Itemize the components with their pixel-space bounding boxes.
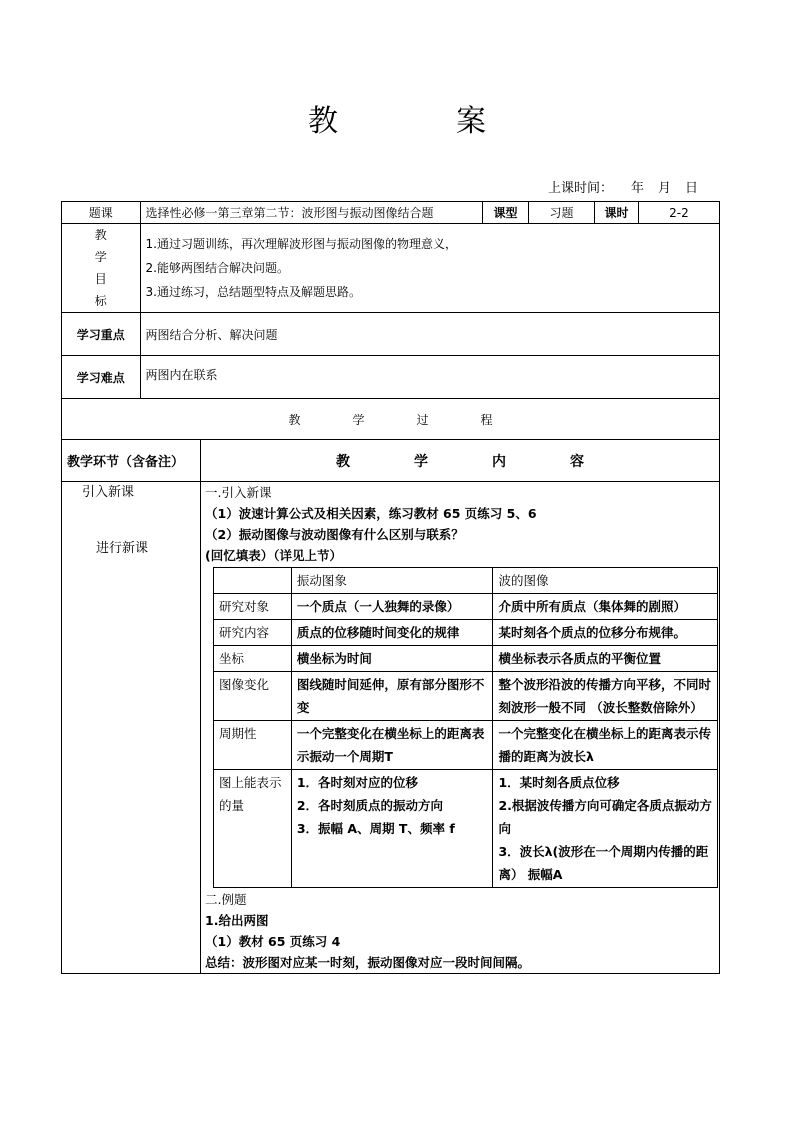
content-heading-2: 二.例题 [205, 892, 247, 907]
compare-header-row [214, 568, 718, 594]
goals-content [140, 224, 720, 313]
compare-row-label: 图像变化 [214, 672, 292, 721]
sections-cell [62, 482, 201, 974]
compare-cell-vibration: 1．各时刻对应的位移 2．各时刻质点的振动方向 3．振幅 A、周期 T、频率 f [291, 770, 493, 888]
compare-row [214, 594, 718, 620]
compare-row-label: 坐标 [214, 646, 292, 672]
topic-label: 题课 [62, 202, 141, 224]
date-day: 日 [685, 181, 699, 196]
compare-row-label: 周期性 [214, 721, 292, 770]
compare-header-vibration: 振动图象 [291, 568, 493, 594]
difficulty-label: 学习难点 [62, 356, 141, 399]
key-point-row [62, 313, 720, 356]
column-head-right: 教 学 内 容 [201, 440, 720, 482]
goal-item: 1.通过习题训练，再次理解波形图与振动图像的物理意义， [145, 237, 457, 251]
compare-table [213, 567, 718, 888]
lesson-plan-table [61, 201, 720, 974]
difficulty-row [62, 356, 720, 399]
compare-row [214, 672, 718, 721]
key-point-value: 两图结合分析、解决问题 [140, 313, 720, 356]
section-intro: 引入新课 [82, 485, 135, 500]
content-summary: 总结：波形图对应某一时刻，振动图像对应一段时间间隔。 [205, 955, 531, 970]
compare-cell-vibration: 横坐标为时间 [291, 646, 493, 672]
process-title: 教 学 过 程 [62, 399, 720, 440]
compare-cell-vibration: 质点的位移随时间变化的规律 [291, 620, 493, 646]
compare-row-label: 研究对象 [214, 594, 292, 620]
compare-cell-vibration: 一个质点（一人独舞的录像） [291, 594, 493, 620]
topic-value: 选择性必修一第三章第二节：波形图与振动图像结合题 [140, 202, 482, 224]
compare-row [214, 620, 718, 646]
difficulty-value: 两图内在联系 [140, 356, 720, 399]
compare-cell-wave: 1．某时刻各质点位移 2.根据波传播方向可确定各质点振动方向 3．波长λ(波形在一个周期内传播的距离） 振幅A [493, 770, 718, 888]
compare-header-empty [214, 568, 292, 594]
goal-item: 2.能够两图结合解决问题。 [145, 261, 289, 275]
compare-row-label: 图上能表示的量 [214, 770, 292, 888]
date-year: 年 [631, 181, 645, 196]
content-line: （2）振动图像与波动图像有什么区别与联系？ [205, 527, 464, 542]
content-cell [201, 482, 720, 974]
goals-row [62, 224, 720, 313]
process-title-row [62, 399, 720, 440]
hours-value: 2-2 [638, 202, 719, 224]
key-point-label: 学习重点 [62, 313, 141, 356]
goal-item: 3.通过练习，总结题型特点及解题思路。 [145, 285, 361, 299]
content-line: （1）波速计算公式及相关因素，练习教材 65 页练习 5、6 [205, 506, 537, 521]
compare-cell-wave: 某时刻各个质点的位移分布规律。 [493, 620, 718, 646]
compare-row [214, 646, 718, 672]
column-head-row [62, 440, 720, 482]
compare-row-label: 研究内容 [214, 620, 292, 646]
type-label: 课型 [482, 202, 528, 224]
hours-label: 课时 [594, 202, 638, 224]
compare-header-wave: 波的图像 [493, 568, 718, 594]
compare-cell-wave: 横坐标表示各质点的平衡位置 [493, 646, 718, 672]
title-char-2: 案 [456, 104, 486, 139]
header-row [62, 202, 720, 224]
section-new: 进行新课 [96, 541, 149, 556]
content-heading-1: 一.引入新课 [205, 485, 272, 500]
content-row [62, 482, 720, 974]
compare-cell-wave: 介质中所有质点（集体舞的剧照） [493, 594, 718, 620]
class-date [548, 177, 712, 196]
compare-cell-wave: 整个波形沿波的传播方向平移，不同时刻波形一般不同 （波长整数倍除外） [493, 672, 718, 721]
goals-label: 教 学 目 标 [62, 224, 141, 313]
content-line: 1.给出两图 [205, 913, 269, 928]
page-title [0, 96, 794, 140]
compare-cell-wave: 一个完整变化在横坐标上的距离表示传播的距离为波长λ [493, 721, 718, 770]
compare-row [214, 770, 718, 888]
title-char-1: 教 [308, 104, 338, 139]
column-head-left: 教学环节（含备注） [62, 440, 201, 482]
content-line: (回忆填表）（详见上节） [205, 548, 342, 563]
compare-row [214, 721, 718, 770]
date-label: 上课时间： [548, 181, 614, 196]
compare-cell-vibration: 一个完整变化在横坐标上的距离表示振动一个周期T [291, 721, 493, 770]
date-month: 月 [658, 181, 672, 196]
content-line: （1）教材 65 页练习 4 [205, 934, 341, 949]
type-value: 习题 [528, 202, 594, 224]
compare-cell-vibration: 图线随时间延伸，原有部分图形不变 [291, 672, 493, 721]
